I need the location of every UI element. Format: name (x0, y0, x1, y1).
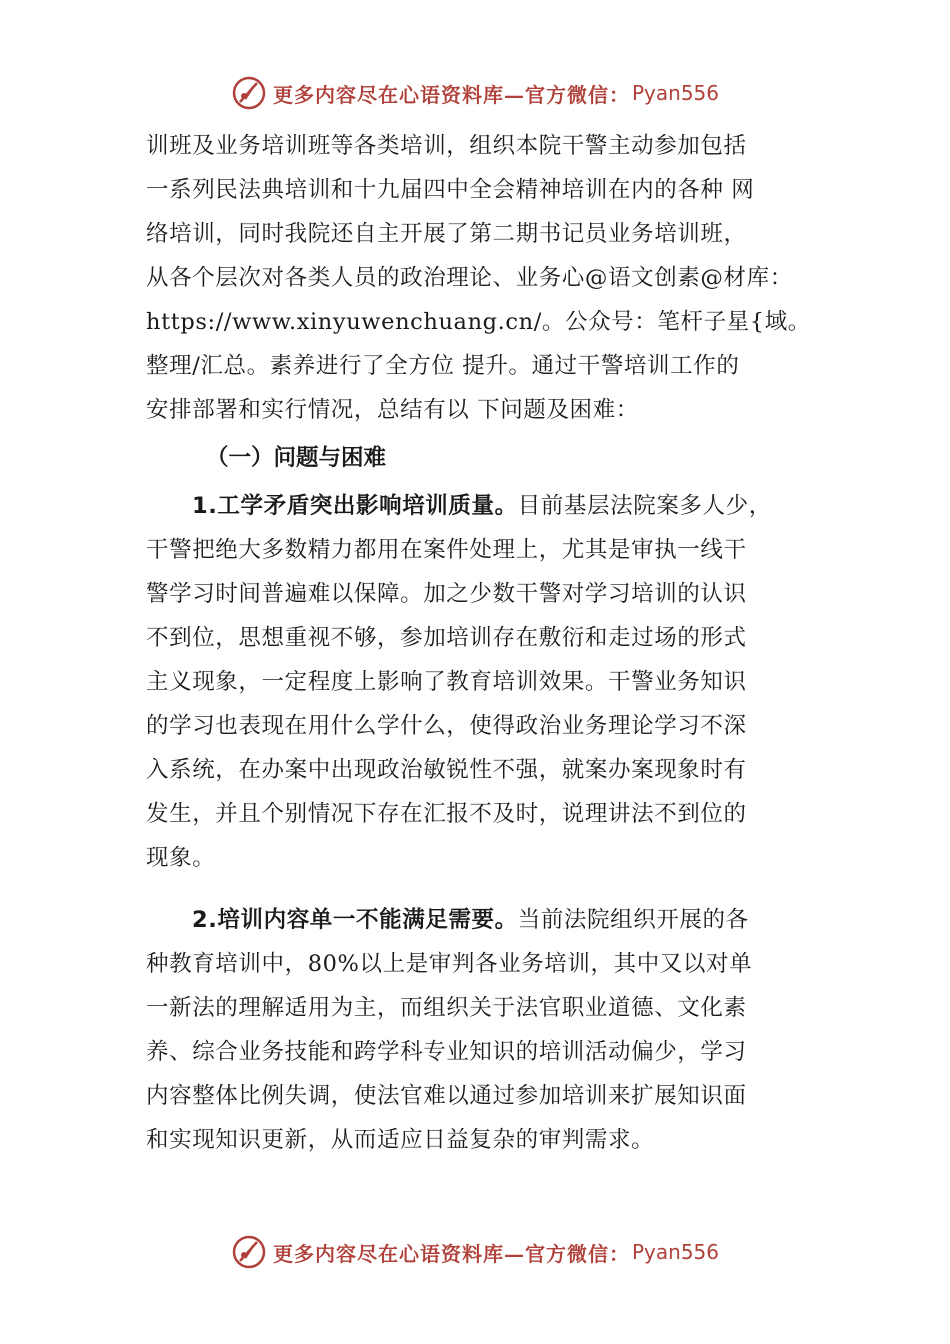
text-line: 养、综合业务技能和跨学科专业知识的培训活动偏少，学习 (146, 1039, 747, 1065)
item-2-paragraph (146, 898, 816, 1162)
text-line (146, 484, 816, 528)
text-line: 内容整体比例失调，使法官难以通过参加培训来扩展知识面 (146, 1083, 747, 1109)
text-line: 干警把绝大多数精力都用在案件处理上，尤其是审执一线干 (146, 537, 747, 563)
item-2-title: 2.培训内容单一不能满足需要。 (192, 907, 518, 933)
item-1-title: 1.工学矛盾突出影响培训质量。 (192, 493, 518, 519)
text-line: 主义现象，一定程度上影响了教育培训效果。干警业务知识 (146, 669, 747, 695)
text-line: 的学习也表现在用什么学什么，使得政治业务理论学习不深 (146, 713, 747, 739)
text-line: 现象。 (146, 845, 216, 871)
intro-paragraph (146, 124, 816, 432)
text-line: 和实现知识更新，从而适应日益复杂的审判需求。 (146, 1127, 655, 1153)
watermark-site-text: 更多内容尽在心语资料库—官方微信： (272, 1241, 630, 1266)
watermark-site-text: 更多内容尽在心语资料库—官方微信： (272, 82, 630, 107)
watermark-wechat-id: Pyan556 (631, 1240, 719, 1264)
document-page (146, 124, 816, 1162)
watermark-banner-top (0, 73, 950, 113)
watermark-banner-bottom (0, 1232, 950, 1272)
text-line: 一系列民法典培训和十九届四中全会精神培训在内的各种 网 (146, 177, 755, 203)
text-line: 从各个层次对各类人员的政治理论、业务心@语文创素@材库： (146, 265, 793, 291)
text-line: 入系统，在办案中出现政治敏锐性不强，就案办案现象时有 (146, 757, 747, 783)
item-2-first-line: 当前法院组织开展的各 (517, 907, 749, 933)
text-line: 安排部署和实行情况，总结有以 下问题及困难： (146, 397, 639, 423)
text-line: 警学习时间普遍难以保障。加之少数干警对学习培训的认识 (146, 581, 747, 607)
quill-logo-icon (231, 75, 267, 111)
text-line: 一新法的理解适用为主，而组织关于法官职业道德、文化素 (146, 995, 747, 1021)
item-1-paragraph (146, 484, 816, 880)
text-line: 训班及业务培训班等各类培训，组织本院干警主动参加包括 (146, 133, 747, 159)
quill-logo-icon (231, 1234, 267, 1270)
text-line (146, 898, 816, 942)
text-line: https://www.xinyuwenchuang.cn/。公众号：笔杆子星{域。 (146, 309, 811, 335)
text-line: 整理/汇总。素养进行了全方位 提升。通过干警培训工作的 (146, 353, 740, 379)
text-line: 种教育培训中，80%以上是审判各业务培训，其中又以对单 (146, 951, 753, 977)
item-1-first-line: 目前基层法院案多人少， (517, 493, 772, 519)
text-line: 不到位，思想重视不够，参加培训存在敷衍和走过场的形式 (146, 625, 747, 651)
text-line: 络培训，同时我院还自主开展了第二期书记员业务培训班， (146, 221, 747, 247)
watermark-wechat-id: Pyan556 (631, 81, 719, 105)
text-line: 发生，并且个别情况下存在汇报不及时，说理讲法不到位的 (146, 801, 747, 827)
section-heading: （一）问题与困难 (206, 445, 387, 471)
